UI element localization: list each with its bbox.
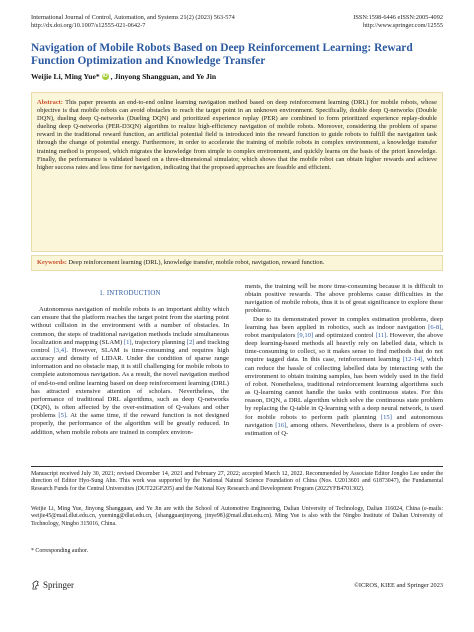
citation-link[interactable]: [3,4] bbox=[53, 346, 67, 354]
abstract-box bbox=[31, 92, 443, 252]
issn: ISSN:1598-6446 eISSN:2005-4092 bbox=[353, 14, 443, 21]
citation-link[interactable]: [9,10] bbox=[297, 331, 314, 339]
intro-paragraph-1-cont: ments, the training will be more time-consuming because it is difficult to obtain positive rewards. The above problems cause difficulties in the navigation of mobile robots, thus it is of great significance to explore these problems. bbox=[245, 283, 443, 315]
authors-first: Weijie Li, Ming Yue* bbox=[31, 72, 100, 81]
copyright-notice: ©ICROS, KIEE and Springer 2023 bbox=[354, 581, 443, 589]
keywords-box bbox=[31, 255, 443, 271]
springer-horse-icon bbox=[31, 580, 40, 590]
journal-citation: International Journal of Control, Automation, and Systems 21(2) (2023) 563-574 bbox=[31, 14, 235, 21]
running-header bbox=[31, 14, 443, 30]
citation-link[interactable]: [11] bbox=[375, 331, 387, 339]
citation-link[interactable]: [12-14] bbox=[402, 356, 423, 364]
section-heading-introduction: 1. INTRODUCTION bbox=[99, 290, 161, 297]
abstract-text: This paper presents an end-to-end online learning navigation method based on deep reinforcement learning (DRL) for mobile robots, whose objective is that mobile robots can avoid obstacles to reach the target point in an unknown environment. Specifically, double deep Q-networks (Double DQN), dueling deep Q-networks (Dueling DQN) and prioritized experience replay (PER) are combined to form prioritized experience replay-double dueling deep Q-networks (PER-D3QN) algorithm to realize high-efficiency navigation of mobile robots. Moreover, considering the problem of sparse reward in the traditional reward function, an artificial potential field is introduced into the reward function to guide robots to fulfill the navigation task through the change of potential energy. Furthermore, in order to accelerate the training of mobile robots in complex environment, a knowledge transfer training method is proposed, which migrates the knowledge from simple to complex environment, and quickly learns on the basis of the priori knowledge. Finally, the performance is validated based on a three-dimensional simulator, which shows that the mobile robot can obtain higher rewards and achieve higher success rates and less time for navigation, indicating that the proposed approaches are feasible and efficient. bbox=[37, 99, 437, 171]
citation-link[interactable]: [5] bbox=[58, 412, 67, 420]
citation-link[interactable]: [6-8] bbox=[428, 323, 442, 331]
paper-title: Navigation of Mobile Robots Based on Deep Reinforcement Learning: Reward Function Optimization and Knowledge Transfer bbox=[31, 42, 413, 67]
left-column bbox=[31, 283, 229, 437]
journal-url[interactable]: http://www.springer.com/12555 bbox=[362, 22, 443, 29]
footnote-divider bbox=[31, 466, 443, 467]
footnote-affiliations: Weijie Li, Ming Yue, Jinyong Shangguan, and Ye Jin are with the School of Automotive Engineering, Dalian University of Technology, Dalian 116024, China (e-mails: weijie45@mail.dlut.edu.cn, yueming@dlut.edu.cn, {shangguanjinyong, jinye98}@mail.dlut.edu.cn). Ming Yue is also with the Ningbo Institute of Dalian University of Technology, Ningbo 315016, China. bbox=[31, 506, 443, 527]
publisher-name: Springer bbox=[43, 580, 74, 590]
intro-paragraph-2: Due to its demonstrated power in complex estimation problems, deep learning has been applied in robotics, such as indoor navigation [6-8], robot manipulators [9,10] and optimized control [11]. However, the above deep learning-based methods all heavily rely on labelled data, which is time-consuming to collect, so it makes sense to find methods that do not require tagged data. In this case, reinforcement learning [12-14], which can reduce the hassle of collecting labelled data by interacting with the environment to obtain training samples, has been widely used in the field of robot. Nonetheless, traditional reinforcement learning algorithms such as Q-learning cannot handle the tasks with continuous states. For this reason, DQN, a DRL algorithm which solve the continuous state problem by replacing the Q-table in Q-learning with a deep neural network, is used for mobile robots to perform path planning [15] and autonomous navigation [16], among others. Nevertheless, there is a problem of over-estimation of Q- bbox=[245, 315, 443, 437]
right-column bbox=[245, 283, 443, 438]
doi-link[interactable]: http://dx.doi.org/10.1007/s12555-021-0642-7 bbox=[31, 22, 146, 29]
keywords-label: Keywords: bbox=[37, 259, 67, 266]
intro-paragraph-1: Autonomous navigation of mobile robots is an important ability which can ensure that the platform reaches the target point from the starting point without collision in the environment with a number of obstacles. In common, the steps of traditional navigation methods include simultaneous localization and mapping (SLAM) [1], trajectory planning [2] and tracking control [3,4]. However, SLAM is time-consuming and requires high accuracy and density of LIDAR. Under the condition of sparse range information and no obstacle map, it is still challenging for mobile robots to complete autonomous navigation. As a result, the novel navigation method of end-to-end online learning based on deep reinforcement learning (DRL) has attracted extensive attention of scholars. Nevertheless, the performance of traditional DRL algorithms, such as deep Q-networks (DQN), is often affected by the over-estimation of Q-values and other problems [5]. At the same time, if the reward function is not designed properly, the performance of the algorithm will be greatly reduced. In addition, when mobile robots are trained in complex environ- bbox=[31, 306, 229, 436]
keywords-text: Deep reinforcement learning (DRL), knowledge transfer, mobile robot, navigation, reward function. bbox=[66, 259, 325, 266]
citation-link[interactable]: [1] bbox=[123, 338, 132, 346]
citation-link[interactable]: [16] bbox=[275, 421, 287, 429]
citation-link[interactable]: [15] bbox=[380, 413, 392, 421]
abstract-label: Abstract: bbox=[37, 99, 63, 106]
footnote-corresponding: * Corresponding author. bbox=[31, 548, 89, 554]
page-footer bbox=[31, 580, 443, 590]
orcid-icon[interactable]: iD bbox=[102, 73, 108, 79]
author-list bbox=[31, 72, 443, 81]
citation-link[interactable]: [2] bbox=[186, 338, 195, 346]
footnote-manuscript: Manuscript received July 30, 2021; revised December 14, 2021 and February 27, 2022; accepted March 12, 2022. Recommended by Associate Editor Jongho Lee under the direction of Editor Hyo-Sung Ahn. This work was supported by the National Natural Science Foundation of China (Nos. U2013601 and 61873047), the Fundamental Research Funds for the Central Universities (DUT22GF205) and the National Key Research and Development Program (2022YFB4701302). bbox=[31, 471, 443, 492]
authors-rest: , Jinyong Shangguan, and Ye Jin bbox=[110, 72, 217, 81]
publisher-logo bbox=[31, 580, 74, 590]
